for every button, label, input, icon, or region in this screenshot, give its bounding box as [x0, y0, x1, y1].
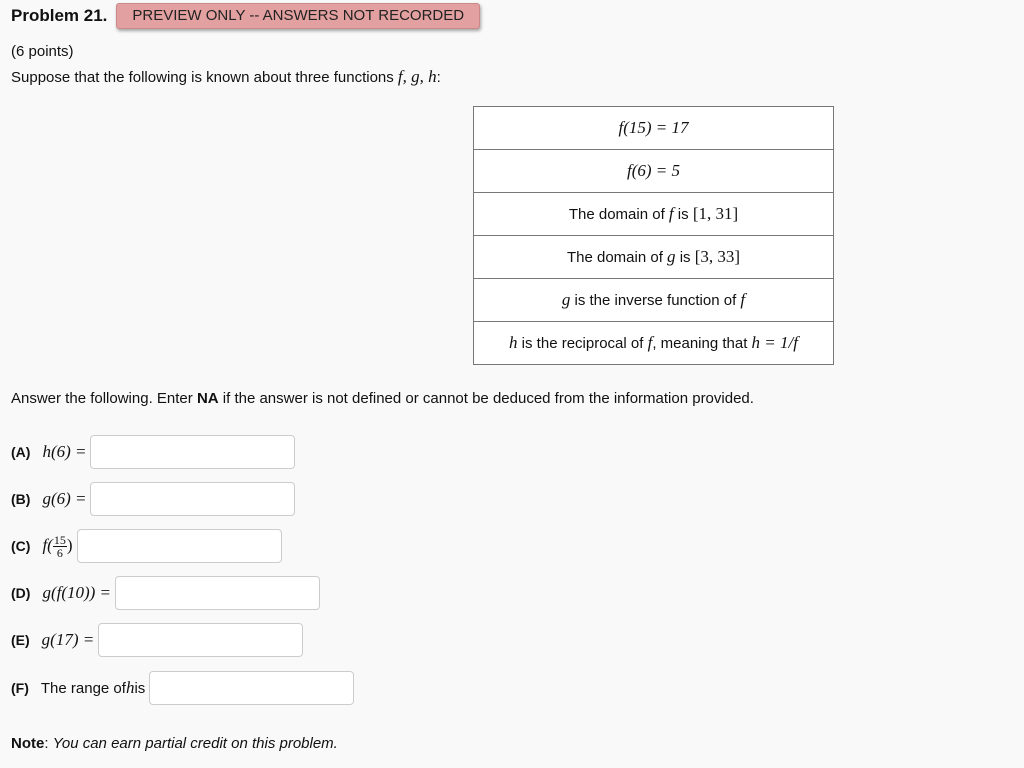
fact-row — [474, 107, 834, 150]
fact-row — [474, 193, 834, 236]
instructions-text: Answer the following. Enter — [11, 390, 197, 407]
answer-expr: g(6) = — [42, 489, 87, 508]
answer-label: (E) — [11, 632, 30, 648]
facts-table — [473, 106, 834, 365]
fact-cell — [474, 150, 834, 193]
intro-text: Suppose that the following is known about three functions — [11, 69, 398, 86]
fact-cell — [474, 107, 834, 150]
answer-text: The range of — [40, 679, 126, 697]
problem-intro — [11, 67, 441, 87]
note-colon: : — [44, 735, 53, 752]
fact-cell — [474, 193, 834, 236]
answer-expr — [42, 534, 72, 559]
instructions-text: if the answer is not defined or cannot be deduced from the information provided. — [218, 390, 754, 407]
fraction-numerator: 15 — [53, 532, 66, 547]
fraction-denominator: 6 — [56, 545, 63, 560]
fact-text: is — [673, 206, 693, 223]
answer-label: (A) — [11, 444, 31, 460]
answer-label: (C) — [11, 538, 31, 554]
problem-title: Problem 21. — [11, 6, 108, 25]
answer-var: h — [125, 678, 135, 697]
answer-expr: h(6) = — [42, 442, 87, 461]
fact-row — [474, 322, 834, 365]
answer-label: (D) — [11, 585, 31, 601]
answer-label: (F) — [11, 680, 29, 696]
answer-fn: f( — [42, 534, 53, 554]
fact-var: f — [647, 333, 653, 352]
answer-c-input[interactable] — [77, 529, 282, 563]
fact-var: g — [667, 247, 676, 266]
intro-functions: f, g, h — [397, 67, 437, 86]
answer-label: (B) — [11, 491, 31, 507]
fact-row — [474, 236, 834, 279]
fact-f6: f(6) = 5 — [626, 161, 681, 180]
fact-var: f — [668, 204, 674, 223]
answer-b — [11, 482, 295, 516]
fact-var: g — [561, 290, 571, 309]
instructions-na: NA — [196, 390, 219, 407]
fact-text: The domain of — [568, 206, 669, 223]
note-text: You can earn partial credit on this problem. — [52, 735, 338, 752]
note-label: Note — [11, 735, 45, 752]
answer-d-input[interactable] — [115, 576, 320, 610]
answer-f — [11, 671, 354, 705]
partial-credit-note — [11, 735, 338, 752]
answer-expr: g(17) = — [41, 630, 95, 649]
answer-e — [11, 623, 303, 657]
fraction — [53, 534, 67, 559]
fact-reciprocal-eq: h = 1/f — [751, 333, 798, 352]
fact-cell — [474, 236, 834, 279]
intro-colon: : — [436, 69, 441, 86]
answer-b-input[interactable] — [90, 482, 295, 516]
fact-text: is — [675, 249, 695, 266]
fact-f15: f(15) = 17 — [618, 118, 689, 137]
fact-text: is the inverse function of — [570, 292, 741, 309]
answer-c — [11, 529, 282, 563]
answer-a-input[interactable] — [90, 435, 295, 469]
answer-close-paren: ) — [66, 534, 73, 554]
fact-text: The domain of — [566, 249, 668, 266]
fact-domain-f: [1, 31] — [692, 204, 739, 223]
fact-var: h — [509, 333, 518, 352]
fact-text: is the reciprocal of — [517, 335, 648, 352]
fact-var: f — [740, 290, 746, 309]
fact-text: , meaning that — [652, 335, 752, 352]
answer-instructions — [11, 390, 754, 407]
answer-expr: g(f(10)) = — [42, 583, 112, 602]
answer-d — [11, 576, 320, 610]
fact-row — [474, 150, 834, 193]
preview-only-badge: PREVIEW ONLY -- ANSWERS NOT RECORDED — [116, 3, 480, 29]
fact-cell — [474, 322, 834, 365]
answer-e-input[interactable] — [98, 623, 303, 657]
answer-text: is — [134, 679, 146, 697]
fact-row — [474, 279, 834, 322]
fact-cell — [474, 279, 834, 322]
problem-header — [11, 3, 480, 29]
answer-a — [11, 435, 295, 469]
points-value: (6 points) — [11, 43, 74, 60]
fact-domain-g: [3, 33] — [694, 247, 741, 266]
answer-f-input[interactable] — [149, 671, 354, 705]
